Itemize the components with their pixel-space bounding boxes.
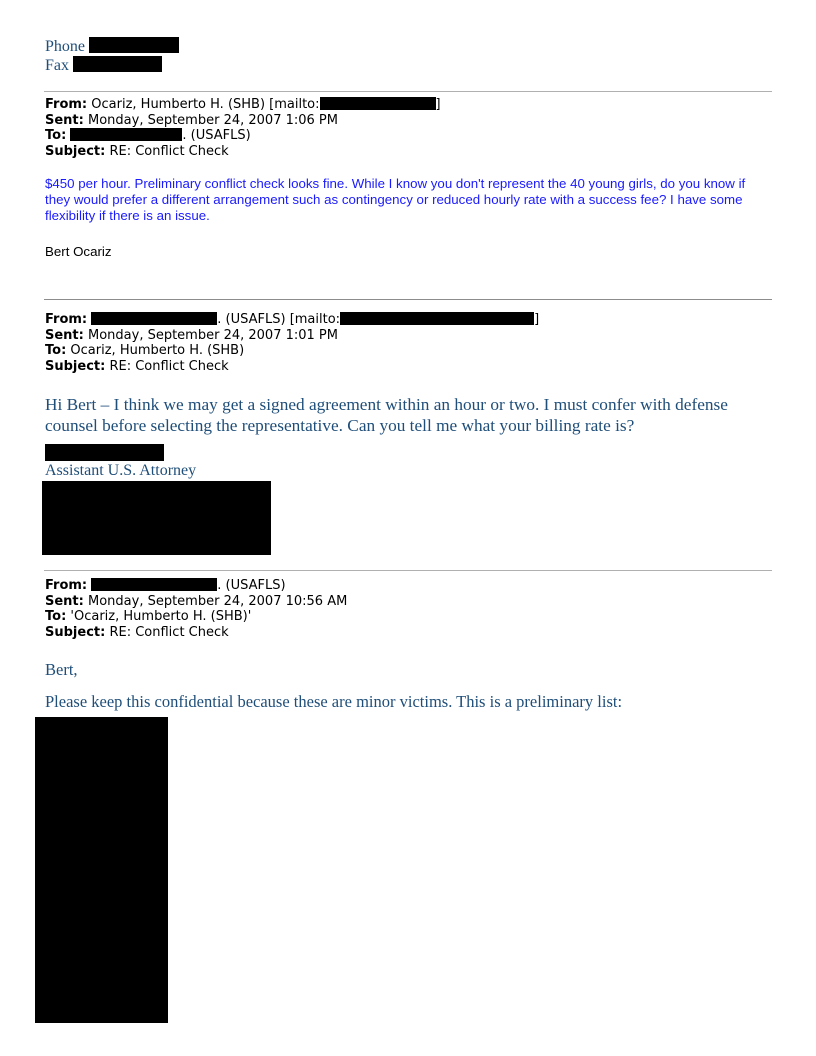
sent-line: Sent: Monday, September 24, 2007 1:06 PM [45,112,338,128]
subject-line: Subject: RE: Conflict Check [45,143,229,159]
redaction-block [73,56,162,72]
redaction-block [340,312,534,325]
from-line: From: Ocariz, Humberto H. (SHB) [mailto: ] [45,97,441,112]
from-line: From: . (USAFLS) [mailto: ] [45,312,540,327]
email1-header [45,97,745,159]
email1-body: $450 per hour. Preliminary conflict check looks fine. While I know you don't represent the 40 young girls, do you know if they would prefer a different arrangement such as contingency or reduced hourly rate with a success fee? I have some flexibility if there is an issue. [45,176,746,223]
email2-header [45,312,745,374]
sent-line: Sent: Monday, September 24, 2007 10:56 AM [45,593,348,609]
to-line: To: 'Ocariz, Humberto H. (SHB)' [45,609,252,624]
from-line: From: . (USAFLS) [45,578,286,593]
email3-header [45,578,745,640]
signature-title: Assistant U.S. Attorney [45,462,197,479]
redaction-block [320,97,436,110]
divider [44,91,772,92]
phone-label: Phone [45,38,85,55]
redaction-block [42,481,271,555]
redaction-block [91,578,217,591]
email3-greeting: Bert, [45,660,78,679]
redaction-block [35,717,168,1023]
redaction-block [70,128,182,141]
email2-body: Hi Bert – I think we may get a signed agreement within an hour or two. I must confer with defense counsel before selecting the representative. Can you tell me what your billing rate is? [45,395,728,435]
redaction-block [91,312,217,325]
email3-body: Please keep this confidential because these are minor victims. This is a preliminary list: [45,692,623,711]
to-line: To: . (USAFLS) [45,128,251,143]
subject-line: Subject: RE: Conflict Check [45,358,229,374]
subject-line: Subject: RE: Conflict Check [45,624,229,640]
redaction-block [89,37,179,53]
redaction-block [45,444,164,461]
email1-signature: Bert Ocariz [45,244,112,259]
divider [44,299,772,300]
to-line: To: Ocariz, Humberto H. (SHB) [45,343,245,358]
sent-line: Sent: Monday, September 24, 2007 1:01 PM [45,327,338,343]
divider [44,570,772,571]
fax-label: Fax [45,57,69,74]
